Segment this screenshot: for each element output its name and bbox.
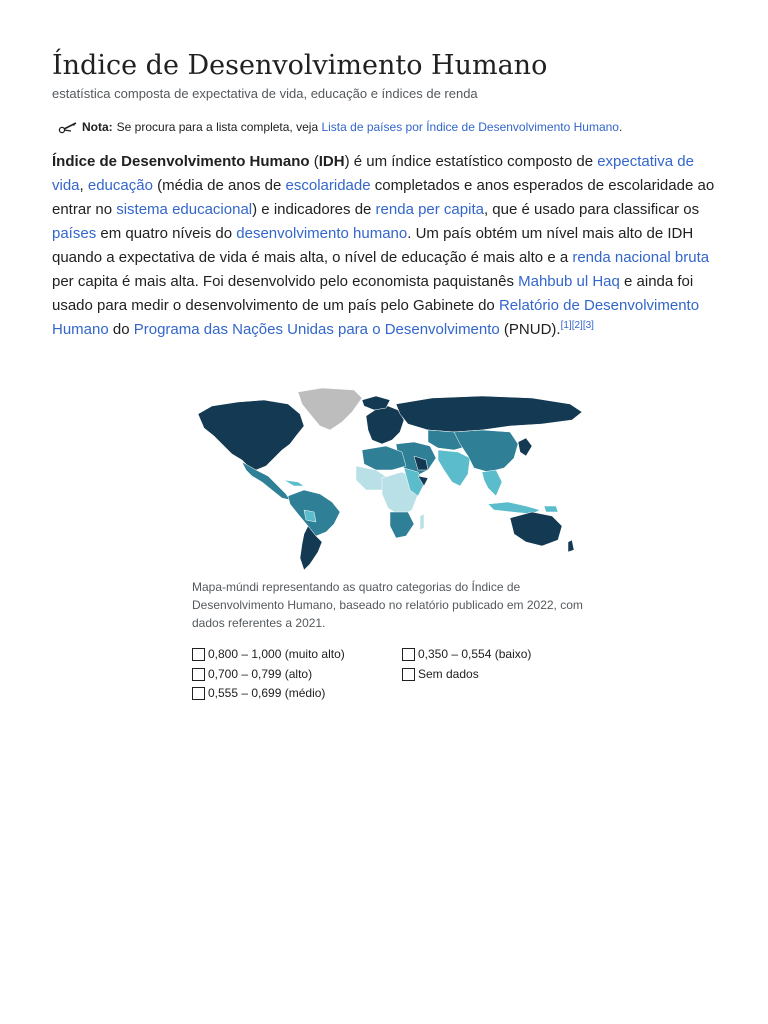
page-title: Índice de Desenvolvimento Humano — [52, 50, 548, 81]
legend-item-very-high — [192, 645, 345, 663]
legend-item-no-data — [402, 665, 479, 683]
link-desenvolvimento-humano[interactable]: desenvolvimento humano — [236, 225, 408, 242]
iceland-scandinavia — [362, 396, 390, 410]
madagascar — [420, 514, 424, 530]
legend-label: Sem dados — [418, 667, 479, 681]
link-educacao[interactable]: educação — [87, 177, 153, 194]
southern-africa — [390, 512, 414, 538]
south-asia — [438, 450, 470, 486]
world-map[interactable] — [192, 386, 584, 572]
text-run: per capita é mais alta. Foi desenvolvido pelo economista paquistanês — [52, 273, 519, 290]
text-run: , que é usado para classificar os — [483, 201, 700, 218]
text-run: em quatro níveis do — [96, 225, 237, 242]
legend-swatch — [192, 687, 205, 700]
new-zealand — [568, 540, 574, 552]
legend-item-medium — [192, 684, 325, 702]
text-run: (PNUD). — [499, 321, 561, 338]
australia — [510, 512, 562, 546]
papua-new-guinea — [544, 506, 558, 512]
link-relatorio-desenvolvimento-humano[interactable]: Relatório de Desenvolvimento Humano — [52, 297, 700, 338]
legend-swatch — [192, 668, 205, 681]
link-renda-per-capita[interactable]: renda per capita — [375, 201, 484, 218]
link-sistema-educacional[interactable]: sistema educacional — [116, 201, 253, 218]
scissors-pointer-icon — [58, 120, 78, 134]
japan-korea — [518, 438, 532, 456]
legend-label: 0,350 – 0,554 (baixo) — [418, 647, 532, 661]
figure-caption: Mapa-múndi representando as quatro categorias do Índice de Desenvolvimento Humano, baseado no relatório publicado em 2022, com dados referentes a 2021. — [192, 580, 583, 630]
lead-paragraph — [52, 150, 716, 342]
text-run: (média de anos de — [152, 177, 286, 194]
text-run: . Um país obtém um nível mais alto de IDH quando a expectativa de vida é mais alta, o nível de educação é mais alto e a — [52, 225, 694, 266]
caribbean — [284, 480, 304, 486]
text-run: , — [79, 177, 88, 194]
ref-2[interactable]: [2] — [571, 320, 583, 331]
southeast-asia — [482, 470, 502, 496]
greenland — [298, 388, 362, 430]
north-america — [198, 400, 304, 470]
reference-marks — [561, 320, 594, 331]
ref-1[interactable]: [1] — [560, 320, 572, 331]
hatnote-link[interactable]: Lista de países por Índice de Desenvolvimento Humano — [321, 120, 619, 134]
text-run: completados e anos esperados de escolaridade ao entrar no — [52, 177, 715, 218]
link-expectativa-de-vida[interactable]: expectativa de vida — [52, 153, 694, 194]
ref-3[interactable]: [3] — [582, 320, 594, 331]
hatnote-label: Nota: — [82, 120, 113, 134]
text-run: do — [108, 321, 134, 338]
hatnote — [58, 120, 622, 134]
hdi-map-figure — [192, 386, 584, 700]
legend-item-low — [402, 645, 531, 663]
legend-swatch — [402, 648, 415, 661]
hatnote-text: Se procura para a lista completa, veja — [116, 120, 319, 134]
text-run: ) é um índice estatístico composto de — [344, 153, 598, 170]
legend-item-high — [192, 665, 312, 683]
text-run: e ainda foi usado para medir o desenvolvimento de um país pelo Gabinete do — [52, 273, 694, 314]
page-subtitle: estatística composta de expectativa de vida, educação e índices de renda — [52, 86, 478, 101]
link-renda-nacional-bruta[interactable]: renda nacional bruta — [572, 249, 710, 266]
legend-label: 0,555 – 0,699 (médio) — [208, 686, 326, 700]
link-escolaridade[interactable]: escolaridade — [285, 177, 371, 194]
hatnote-end: . — [618, 120, 623, 134]
abbr-bold: IDH — [318, 153, 345, 170]
legend-label: 0,800 – 1,000 (muito alto) — [208, 647, 345, 661]
legend-label: 0,700 – 0,799 (alto) — [208, 667, 313, 681]
link-paises[interactable]: países — [52, 225, 97, 242]
russia — [396, 396, 582, 432]
legend-swatch — [402, 668, 415, 681]
link-mahbub-ul-haq[interactable]: Mahbub ul Haq — [518, 273, 620, 290]
bolivia — [304, 510, 316, 522]
term-bold: Índice de Desenvolvimento Humano — [52, 153, 310, 170]
text-run: ( — [309, 153, 319, 170]
text-run: ) e indicadores de — [252, 201, 376, 218]
link-pnud[interactable]: Programa das Nações Unidas para o Desenvolvimento — [133, 321, 500, 338]
legend-swatch — [192, 648, 205, 661]
mexico-central-america — [242, 462, 290, 500]
europe — [366, 406, 404, 444]
